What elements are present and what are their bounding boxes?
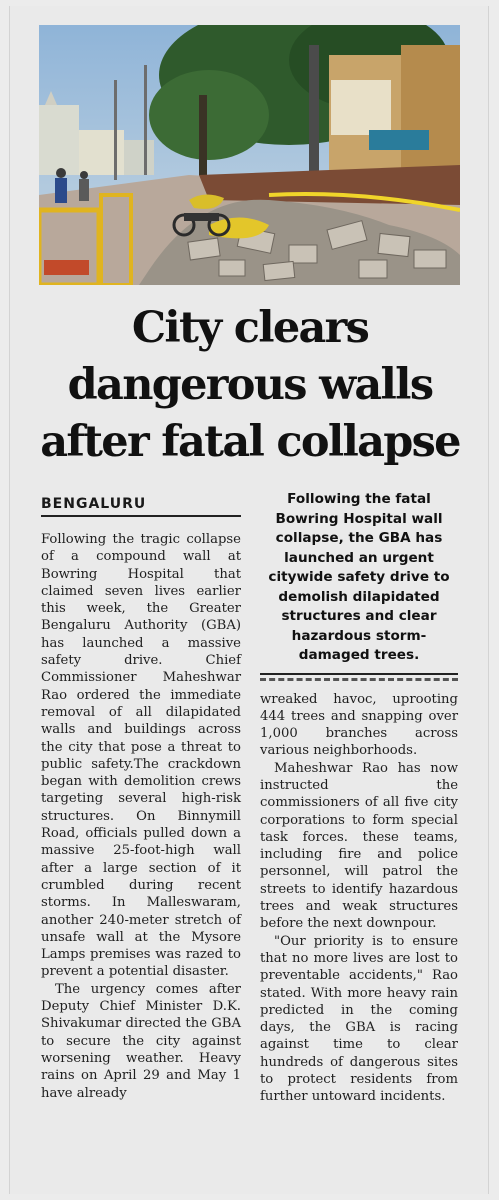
left-column: [41, 493, 241, 1102]
standfirst: Following the fatal Bowring Hospital wall collapse, the GBA has launched an urgent citywide safety drive to demolish dilapidated structures and clear hazardous storm-damaged trees.: [268, 491, 450, 663]
body-paragraph: "Our priority is to ensure that no more lives are lost to preventable accidents," Rao stated. With more heavy rain predicted in the coming days, the GBA is racing against time to clear hundreds of dangerous sites to protect residents from further untoward incidents.: [260, 933, 458, 1105]
standfirst-dashed-rule: [260, 678, 458, 681]
news-photo-illustration: [39, 25, 460, 285]
body-paragraph: Maheshwar Rao has now instructed the commissioners of all five city corporations to form special task forces. these teams, including fire and police personnel, will patrol the streets to identify hazardous trees and weak structures before the next downpour.: [260, 760, 458, 932]
standfirst-rule: [260, 673, 458, 675]
headline: [30, 300, 470, 471]
headline-line-2: dangerous walls: [67, 360, 433, 410]
right-column: [260, 490, 458, 1106]
headline-line-3: after fatal collapse: [40, 417, 460, 467]
body-paragraph: wreaked havoc, uprooting 444 trees and snapping over 1,000 branches across various neighborhoods.: [260, 691, 458, 759]
dateline: BENGALURU: [41, 493, 241, 517]
body-paragraph: The urgency comes after Deputy Chief Minister D.K. Shivakumar directed the GBA to secure the city against worsening weather. Heavy rains on April 29 and May 1 have already: [41, 981, 241, 1101]
newspaper-clipping: [9, 6, 489, 1194]
news-photo: [39, 25, 460, 285]
headline-line-1: City clears: [131, 303, 369, 353]
body-paragraph: Following the tragic collapse of a compound wall at Bowring Hospital that claimed seven lives earlier this week, the Greater Bengaluru Authority (GBA) has launched a massive safety drive. Chief Commissioner Maheshwar Rao ordered the immediate removal of all dilapidated walls and buildings across the city that pose a threat to public safety.The crackdown began with demolition crews targeting several high-risk structures. On Binnymill Road, officials pulled down a massive 25-foot-high wall after a large section of it crumbled during recent storms. In Malleswaram, another 240-meter stretch of unsafe wall at the Mysore Lamps premises was razed to prevent a potential disaster.: [41, 532, 241, 980]
